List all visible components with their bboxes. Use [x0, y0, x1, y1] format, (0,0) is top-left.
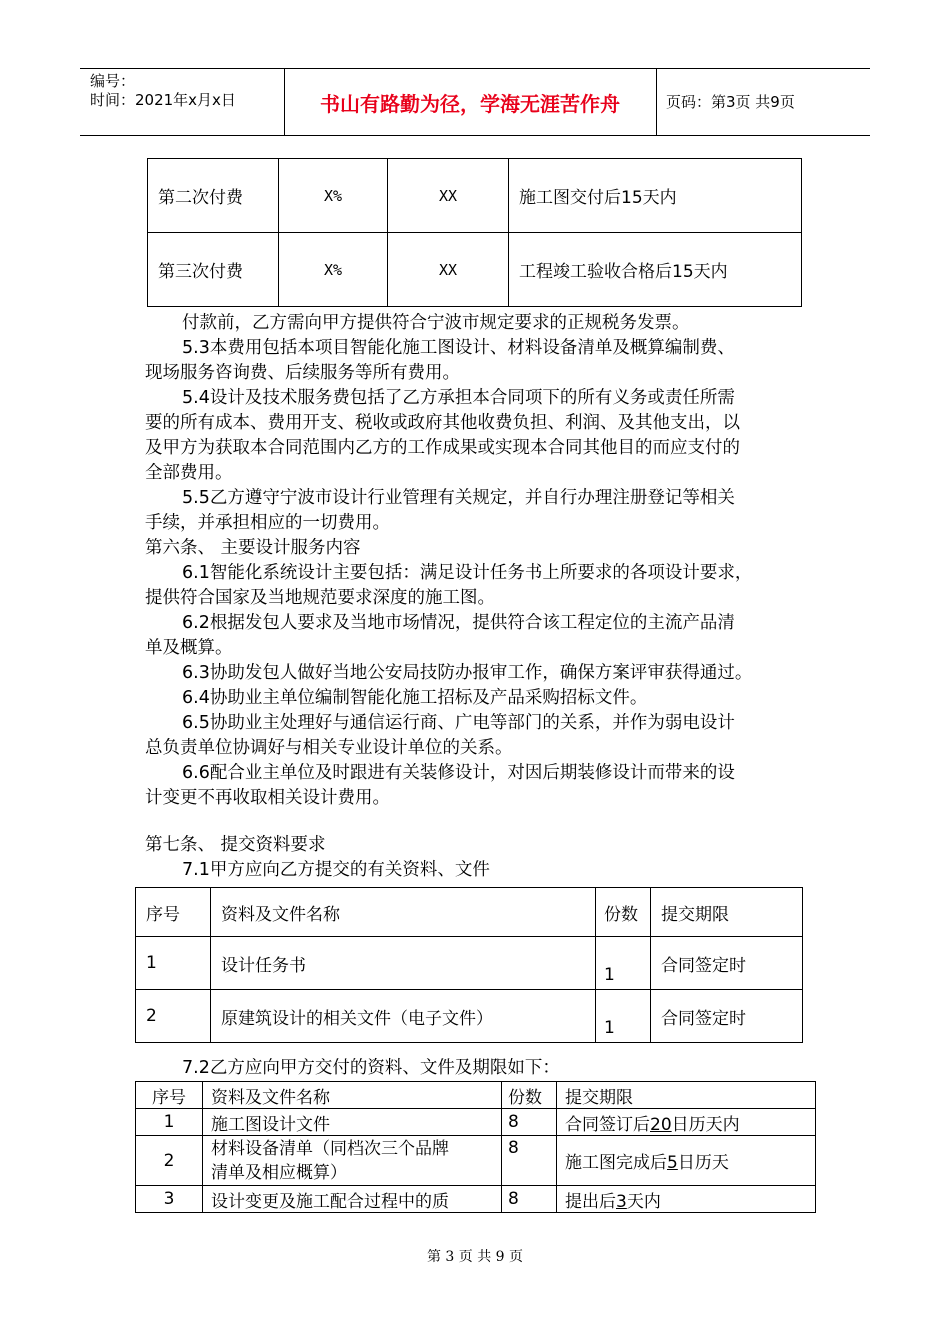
- table-header-cell: 份数: [596, 888, 651, 937]
- table-cell: 工程竣工验收合格后15天内: [509, 233, 802, 307]
- table-cell: 1: [596, 937, 651, 990]
- paragraph: 提供符合国家及当地规范要求深度的施工图。: [145, 588, 495, 608]
- table-header-row: [136, 888, 803, 937]
- paragraph: 全部费用。: [145, 463, 233, 483]
- table-cell: X%: [279, 233, 388, 307]
- table-cell: XX: [388, 233, 509, 307]
- deadline-days: 20: [650, 1114, 672, 1135]
- table-cell: 8: [502, 1186, 557, 1213]
- header-motto: 书山有路勤为径，学海无涯苦作舟: [320, 91, 620, 116]
- paragraph: 7.1甲方应向乙方提交的有关资料、文件: [182, 860, 490, 880]
- table-cell: 设计变更及施工配合过程中的质: [203, 1186, 502, 1213]
- table-cell: 合同签定时: [651, 937, 803, 990]
- paragraph: 6.1智能化系统设计主要包括：满足设计任务书上所要求的各项设计要求，: [182, 563, 753, 583]
- table-cell: 合同签定时: [651, 990, 803, 1043]
- deadline-days: 3: [616, 1191, 627, 1212]
- paragraph: 5.4设计及技术服务费包括了乙方承担本合同项下的所有义务或责任所需: [182, 388, 735, 408]
- page-footer: 第 3 页 共 9 页: [426, 1249, 524, 1265]
- paragraph: 计变更不再收取相关设计费用。: [145, 788, 390, 808]
- deadline-days: 5: [667, 1153, 678, 1173]
- doc-number-label: 编号：: [90, 72, 136, 90]
- party-a-documents-table: [135, 887, 803, 1043]
- cell-line: 清单及相应概算）: [211, 1162, 347, 1183]
- table-cell: 2: [136, 990, 211, 1043]
- table-header-cell: 序号: [136, 888, 211, 937]
- table-cell: 设计任务书: [211, 937, 596, 990]
- deadline-text: 提出后: [565, 1191, 616, 1212]
- section-heading: 第七条、 提交资料要求: [145, 835, 326, 855]
- table-header-cell: 资料及文件名称: [211, 888, 596, 937]
- deadline-text: 日历天: [677, 1153, 729, 1173]
- header-divider: [656, 68, 657, 136]
- table-header-cell: 序号: [136, 1082, 203, 1109]
- table-cell: [203, 1136, 502, 1186]
- table-cell: X%: [279, 159, 388, 233]
- table-row: [136, 1109, 816, 1136]
- paragraph: 付款前，乙方需向甲方提供符合宁波市规定要求的正规税务发票。: [182, 313, 690, 333]
- paragraph: 6.2根据发包人要求及当地市场情况，提供符合该工程定位的主流产品清: [182, 613, 735, 633]
- table-cell: 施工图设计文件: [203, 1109, 502, 1136]
- paragraph: 现场服务咨询费、后续服务等所有费用。: [145, 363, 460, 383]
- table-cell: [557, 1136, 816, 1186]
- table-cell: 2: [136, 1136, 203, 1186]
- deadline-text: 天内: [626, 1191, 661, 1212]
- paragraph: 单及概算。: [145, 638, 233, 658]
- table-header-cell: 提交期限: [651, 888, 803, 937]
- paragraph: 6.6配合业主单位及时跟进有关装修设计，对因后期装修设计而带来的设: [182, 763, 735, 783]
- table-cell: [557, 1186, 816, 1213]
- table-cell: [557, 1109, 816, 1136]
- table-header-cell: 提交期限: [557, 1082, 816, 1109]
- table-cell: 3: [136, 1186, 203, 1213]
- table-cell: 8: [502, 1109, 557, 1136]
- cell-line: 材料设备清单（同档次三个品牌: [211, 1138, 449, 1159]
- table-cell: 8: [502, 1136, 557, 1186]
- page-header: [80, 68, 870, 136]
- table-row: [148, 233, 802, 307]
- paragraph: 6.5协助业主处理好与通信运行商、广电等部门的关系，并作为弱电设计: [182, 713, 735, 733]
- paragraph: 6.4协助业主单位编制智能化施工招标及产品采购招标文件。: [182, 688, 648, 708]
- table-cell: 施工图交付后15天内: [509, 159, 802, 233]
- deadline-text: 日历天内: [671, 1114, 740, 1135]
- party-b-documents-table: [135, 1081, 816, 1213]
- paragraph: 7.2乙方应向甲方交付的资料、文件及期限如下：: [182, 1058, 560, 1078]
- table-cell: 1: [136, 937, 211, 990]
- table-cell: XX: [388, 159, 509, 233]
- table-cell: 1: [596, 990, 651, 1043]
- paragraph: 6.3协助发包人做好当地公安局技防办报审工作，确保方案评审获得通过。: [182, 663, 753, 683]
- paragraph: 总负责单位协调好与相关专业设计单位的关系。: [145, 738, 513, 758]
- table-row: [136, 1136, 816, 1186]
- paragraph: 及甲方为获取本合同范围内乙方的工作成果或实现本合同其他目的而应支付的: [145, 438, 740, 458]
- paragraph: 要的所有成本、费用开支、税收或政府其他收费负担、利润、及其他支出，以: [145, 413, 740, 433]
- table-cell: 第三次付费: [148, 233, 279, 307]
- section-heading: 第六条、 主要设计服务内容: [145, 538, 361, 558]
- deadline-text: 施工图完成后: [565, 1153, 667, 1173]
- table-cell: 1: [136, 1109, 203, 1136]
- payment-table: [147, 158, 802, 307]
- table-cell: 原建筑设计的相关文件（电子文件）: [211, 990, 596, 1043]
- table-header-cell: 资料及文件名称: [203, 1082, 502, 1109]
- table-header-cell: 份数: [502, 1082, 557, 1109]
- table-row: [136, 1186, 816, 1213]
- paragraph: 5.3本费用包括本项目智能化施工图设计、材料设备清单及概算编制费、: [182, 338, 735, 358]
- deadline-text: 合同签订后: [565, 1114, 650, 1135]
- page-number-label: 页码：第3页 共9页: [666, 93, 795, 111]
- paragraph: 手续，并承担相应的一切费用。: [145, 513, 390, 533]
- paragraph: 5.5乙方遵守宁波市设计行业管理有关规定，并自行办理注册登记等相关: [182, 488, 735, 508]
- table-row: [136, 990, 803, 1043]
- doc-time-label: 时间：2021年x月x日: [90, 91, 236, 109]
- table-cell: 第二次付费: [148, 159, 279, 233]
- table-row: [148, 159, 802, 233]
- table-header-row: [136, 1082, 816, 1109]
- table-row: [136, 937, 803, 990]
